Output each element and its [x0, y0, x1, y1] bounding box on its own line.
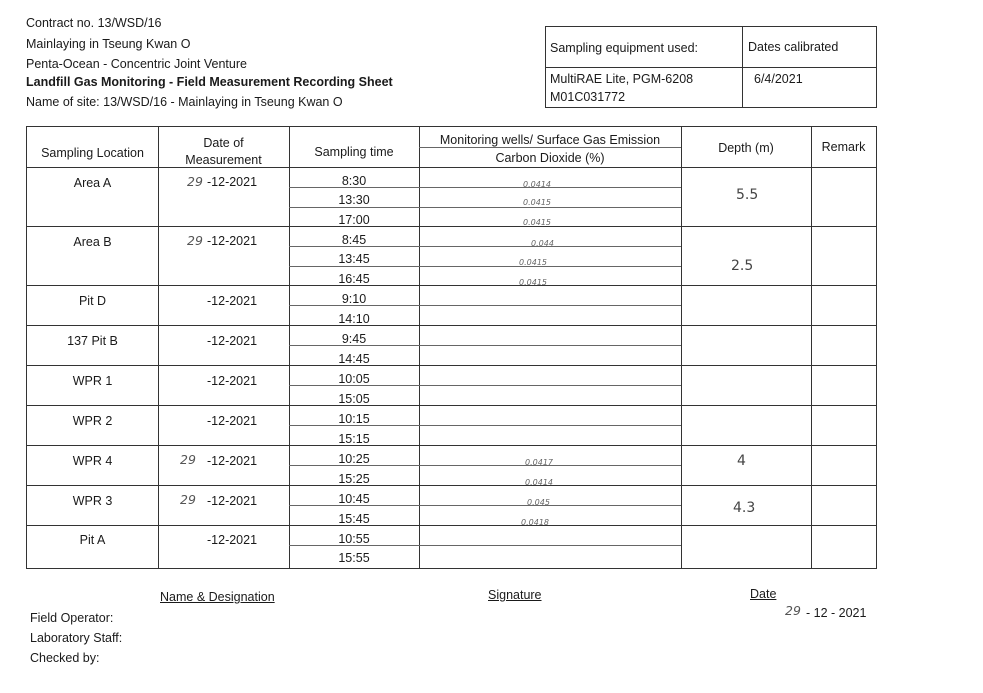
time-wpr-2-2: 15:15: [338, 432, 370, 446]
reading-wpr-4-1: 0.0417: [525, 458, 553, 467]
dates-calibrated-label: Dates calibrated: [748, 40, 839, 54]
calibration-date: 6/4/2021: [754, 72, 803, 86]
time-area-a-1: 8:30: [341, 174, 367, 188]
time-wpr-3-1: 10:45: [338, 492, 370, 506]
date-wpr-4: -12-2021: [207, 454, 258, 468]
date-day-area-b: 29: [187, 233, 203, 248]
location-wpr-2: WPR 2: [72, 414, 113, 428]
time-pit-a-1: 10:55: [338, 532, 370, 546]
reading-area-a-1: 0.0414: [523, 180, 551, 189]
time-area-a-2: 13:30: [338, 193, 370, 207]
location-wpr-4: WPR 4: [72, 454, 113, 468]
date-area-b: -12-2021: [207, 234, 258, 248]
header-wells-line2: Carbon Dioxide (%): [495, 151, 605, 165]
header-date-line2: Measurement: [185, 153, 262, 167]
equipment-box: [545, 26, 877, 108]
time-wpr-2-1: 10:15: [338, 412, 370, 426]
recording-table: [26, 126, 877, 569]
reading-wpr-3-2: 0.0418: [521, 518, 549, 527]
header-wells-line1: Monitoring wells/ Surface Gas Emission: [439, 133, 661, 147]
site-name: Name of site: 13/WSD/16 - Mainlaying in Tseung Kwan O: [26, 95, 343, 109]
time-area-b-2: 13:45: [338, 252, 370, 266]
date-wpr-3: -12-2021: [207, 494, 258, 508]
date-area-a: -12-2021: [207, 175, 258, 189]
footer-date: - 12 - 2021: [806, 606, 867, 620]
time-pit-d-1: 9:10: [341, 292, 367, 306]
footer-date-day: 29: [785, 603, 801, 618]
date-wpr-1: -12-2021: [207, 374, 258, 388]
time-137-pit-b-2: 14:45: [338, 352, 370, 366]
date-day-wpr-3: 29: [180, 492, 196, 507]
time-wpr-4-1: 10:25: [338, 452, 370, 466]
date-heading: Date: [750, 587, 777, 601]
location-wpr-1: WPR 1: [72, 374, 113, 388]
reading-area-a-2: 0.0415: [523, 198, 551, 207]
reading-wpr-4-2: 0.0414: [525, 478, 553, 487]
date-wpr-2: -12-2021: [207, 414, 258, 428]
depth-wpr-3: 4.3: [733, 500, 756, 516]
equipment-serial: M01C031772: [550, 90, 626, 104]
location-137-pit-b: 137 Pit B: [67, 334, 118, 348]
date-pit-d: -12-2021: [207, 294, 258, 308]
name-designation-heading: Name & Designation: [160, 590, 275, 604]
time-wpr-1-1: 10:05: [338, 372, 370, 386]
equipment-model: MultiRAE Lite, PGM-6208: [550, 72, 694, 86]
time-wpr-3-2: 15:45: [338, 512, 370, 526]
reading-wpr-3-1: 0.045: [527, 498, 550, 507]
date-day-area-a: 29: [187, 174, 203, 189]
header-depth: Depth (m): [718, 141, 774, 155]
location-area-b: Area B: [73, 235, 112, 249]
time-pit-d-2: 14:10: [338, 312, 370, 326]
equipment-label: Sampling equipment used:: [550, 41, 699, 55]
header-location: Sampling Location: [41, 146, 144, 160]
header-remark: Remark: [821, 140, 866, 154]
header-time: Sampling time: [314, 145, 394, 159]
header-date-line1: Date of: [203, 136, 244, 150]
reading-area-a-3: 0.0415: [523, 218, 551, 227]
contractor-name: Penta-Ocean - Concentric Joint Venture: [26, 57, 247, 71]
depth-area-a: 5.5: [736, 187, 759, 203]
location-pit-d: Pit D: [78, 294, 107, 308]
time-137-pit-b-1: 9:45: [341, 332, 367, 346]
project-name: Mainlaying in Tseung Kwan O: [26, 37, 191, 51]
time-wpr-1-2: 15:05: [338, 392, 370, 406]
date-day-wpr-4: 29: [180, 452, 196, 467]
laboratory-staff-label: Laboratory Staff:: [30, 631, 123, 645]
time-area-b-3: 16:45: [338, 272, 370, 286]
field-operator-label: Field Operator:: [30, 611, 114, 625]
reading-area-b-2: 0.0415: [519, 258, 547, 267]
time-area-a-3: 17:00: [338, 213, 370, 227]
location-area-a: Area A: [73, 176, 112, 190]
date-137-pit-b: -12-2021: [207, 334, 258, 348]
contract-number: Contract no. 13/WSD/16: [26, 16, 162, 30]
sheet-title: Landfill Gas Monitoring - Field Measurement Recording Sheet: [26, 75, 393, 89]
reading-area-b-1: 0.044: [531, 239, 554, 248]
reading-area-b-3: 0.0415: [519, 278, 547, 287]
location-pit-a: Pit A: [79, 533, 106, 547]
time-pit-a-2: 15:55: [338, 551, 370, 565]
time-wpr-4-2: 15:25: [338, 472, 370, 486]
checked-by-label: Checked by:: [30, 651, 100, 665]
depth-wpr-4: 4: [737, 453, 746, 469]
location-wpr-3: WPR 3: [72, 494, 113, 508]
time-area-b-1: 8:45: [341, 233, 367, 247]
depth-area-b: 2.5: [731, 258, 754, 274]
date-pit-a: -12-2021: [207, 533, 258, 547]
signature-heading: Signature: [488, 588, 542, 602]
